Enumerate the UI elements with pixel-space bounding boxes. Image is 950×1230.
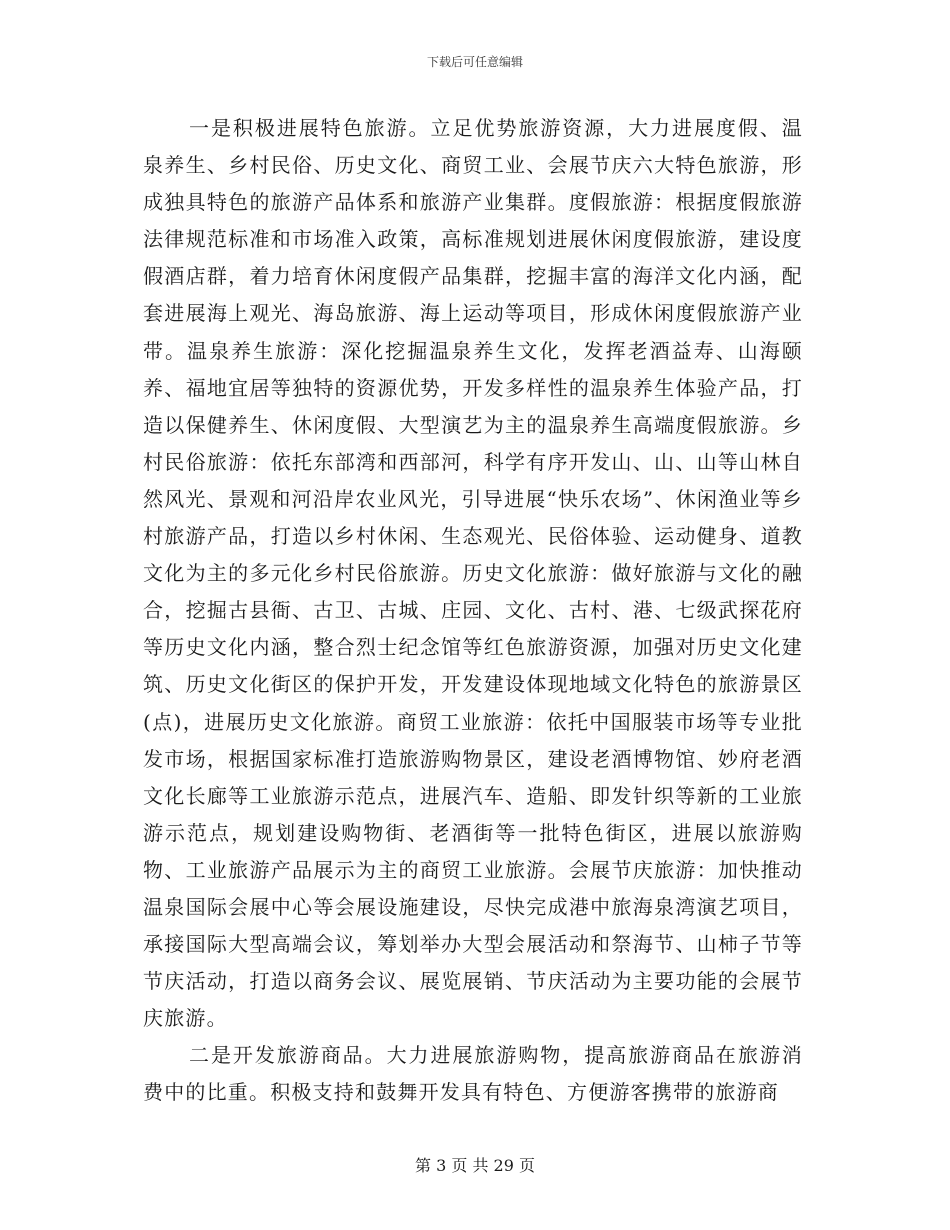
page-header-note: 下载后可任意编辑 [426,55,523,69]
page-number-footer: 第 3 页 共 29 页 [415,1156,535,1175]
document-body [143,110,803,1112]
paragraph-1: 一是积极进展特色旅游。立足优势旅游资源，大力进展度假、温泉养生、乡村民俗、历史文化、商贸工业、会展节庆六大特色旅游，形成独具特色的旅游产品体系和旅游产业集群。度假旅游：根据度假旅游法律规范标准和市场准入政策，高标准规划进展休闲度假旅游，建设度假酒店群，着力培育休闲度假产品集群，挖掘丰富的海洋文化内涵，配套进展海上观光、海岛旅游、海上运动等项目，形成休闲度假旅游产业带。温泉养生旅游：深化挖掘温泉养生文化，发挥老酒益寿、山海颐养、福地宜居等独特的资源优势，开发多样性的温泉养生体验产品，打造以保健养生、休闲度假、大型演艺为主的温泉养生高端度假旅游。乡村民俗旅游：依托东部湾和西部河，科学有序开发山、山、山等山林自然风光、景观和河沿岸农业风光，引导进展“快乐农场”、休闲渔业等乡村旅游产品，打造以乡村休闲、生态观光、民俗体验、运动健身、道教文化为主的多元化乡村民俗旅游。历史文化旅游：做好旅游与文化的融合，挖掘古县衙、古卫、古城、庄园、文化、古村、港、七级武探花府等历史文化内涵，整合烈士纪念馆等红色旅游资源，加强对历史文化建筑、历史文化街区的保护开发，开发建设体现地域文化特色的旅游景区(点)，进展历史文化旅游。商贸工业旅游：依托中国服装市场等专业批发市场，根据国家标准打造旅游购物景区，建设老酒博物馆、妙府老酒文化长廊等工业旅游示范点，进展汽车、造船、即发针织等新的工业旅游示范点，规划建设购物街、老酒街等一批特色街区，进展以旅游购物、工业旅游产品展示为主的商贸工业旅游。会展节庆旅游：加快推动温泉国际会展中心等会展设施建设，尽快完成港中旅海泉湾演艺项目，承接国际大型高端会议，筹划举办大型会展活动和祭海节、山柿子节等节庆活动，打造以商务会议、展览展销、节庆活动为主要功能的会展节庆旅游。 [143,116,803,1031]
paragraph-2: 二是开发旅游商品。大力进展旅游购物，提高旅游商品在旅游消费中的比重。积极支持和鼓舞开发具有特色、方便游客携带的旅游商 [143,1043,803,1105]
